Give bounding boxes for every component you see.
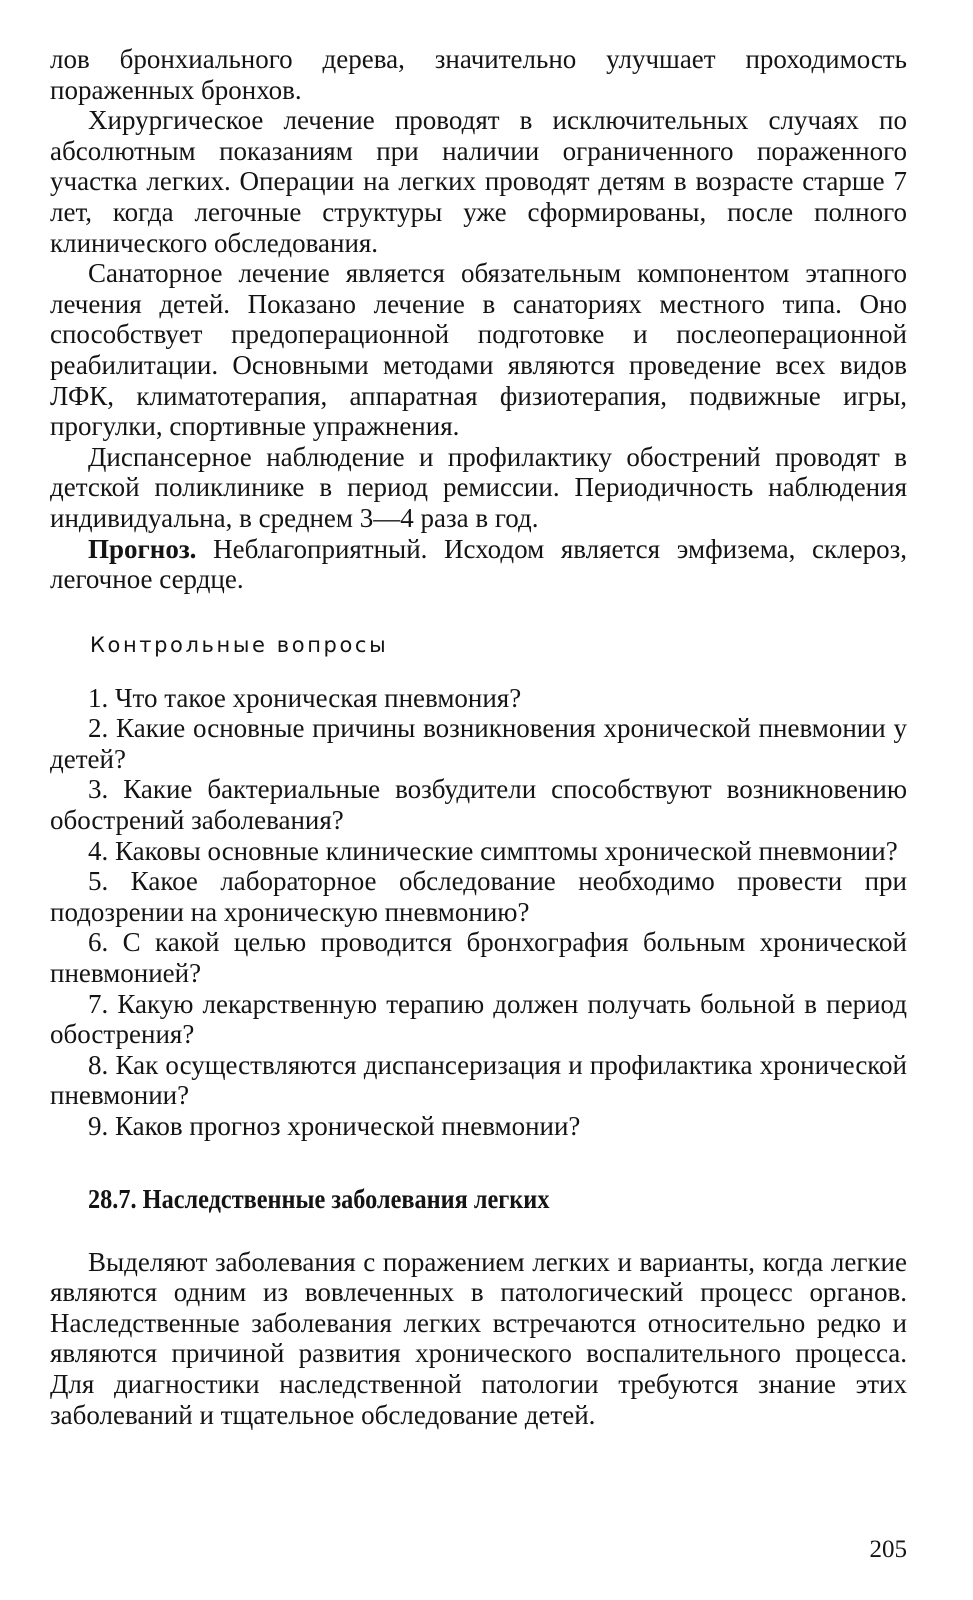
question-item: 3. Какие бактериальные возбудители способствуют возникновению обострений заболевания? xyxy=(50,774,907,836)
question-item: 5. Какое лабораторное обследование необходимо провести при подозрении на хроническую пневмонию? xyxy=(50,866,907,927)
control-questions-heading: Контрольные вопросы xyxy=(90,632,389,657)
question-item: 2. Какие основные причины возникновения хронической пневмонии у детей? xyxy=(50,713,907,774)
question-item: 9. Каков прогноз хронической пневмонии? xyxy=(88,1111,581,1141)
paragraph-surgical-treatment: Хирургическое лечение проводят в исключительных случаях по абсолютным показаниям при наличии ограниченного пораженного участка легких. Операции на легких проводят детям в возрасте старше 7 лет, когда легочные структуры уже сформированы, после полного клинического обследования. xyxy=(50,105,907,258)
prognosis-text: Неблагоприятный. Исходом является эмфизема, склероз, легочное сердце. xyxy=(50,533,907,595)
paragraph-prognosis xyxy=(50,534,907,595)
questions-list xyxy=(50,683,907,1142)
section-heading: 28.7. Наследственные заболевания легких xyxy=(88,1183,550,1214)
prognosis-label: Прогноз. xyxy=(88,533,197,564)
question-item: 4. Каковы основные клинические симптомы хронической пневмонии? xyxy=(88,835,898,866)
page-number: 205 xyxy=(869,1536,907,1563)
paragraph-dispensary: Диспансерное наблюдение и профилактику обострений проводят в детской поликлинике в период ремиссии. Периодичность наблюдения индивидуальна, в среднем 3—4 раза в год. xyxy=(50,441,907,533)
question-item: 6. С какой целью проводится бронхография больным хронической пневмонией? xyxy=(50,927,907,989)
paragraph-sanatorium-treatment: Санаторное лечение является обязательным компонентом этапного лечения детей. Показано лечение в санаториях местного типа. Оно способствует предоперационной подготовке и послеоперационной реабилитации. Основными методами являются проведение всех видов ЛФК, климатотерапия, аппаратная физиотерапия, подвижные игры, прогулки, спортивные упражнения. xyxy=(50,258,907,442)
question-item: 8. Как осуществляются диспансеризация и профилактика хронической пневмонии? xyxy=(50,1049,907,1111)
paragraph-hereditary-diseases: Выделяют заболевания с поражением легких и варианты, когда легкие являются одним из вовлеченных в патологический процесс органов. Наследственные заболевания легких встречаются относительно редко и являются причиной развития хронического воспалительного процесса. Для диагностики наследственной патологии требуются знание этих заболеваний и тщательное обследование детей. xyxy=(50,1246,907,1430)
paragraph-bronchial-tree: лов бронхиального дерева, значительно улучшает проходимость пораженных бронхов. xyxy=(50,44,907,105)
question-item: 7. Какую лекарственную терапию должен получать больной в период обострения? xyxy=(50,988,907,1050)
question-item: 1. Что такое хроническая пневмония? xyxy=(88,682,522,713)
